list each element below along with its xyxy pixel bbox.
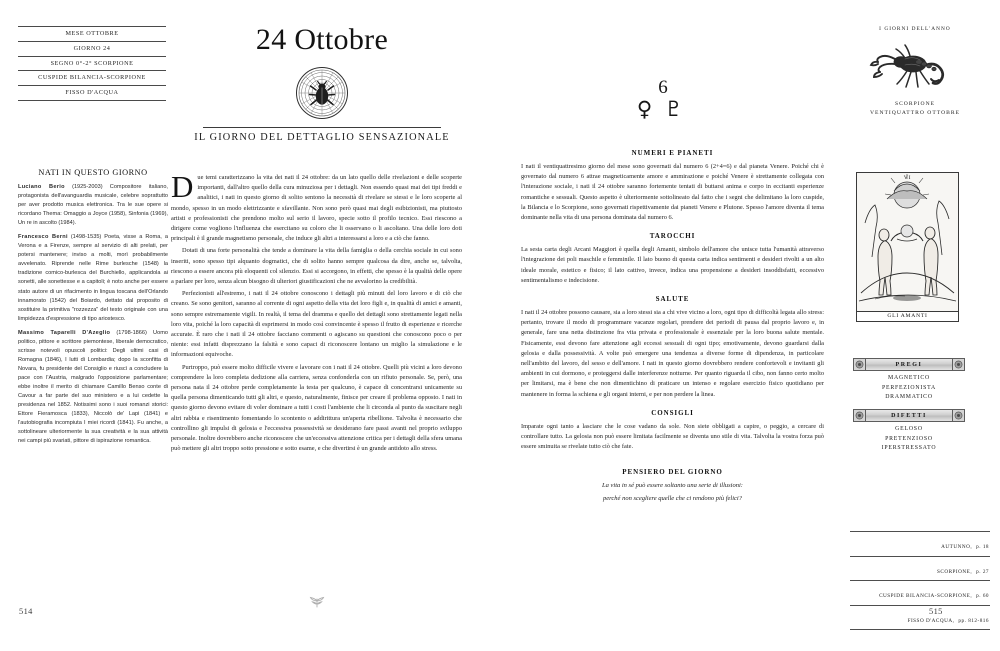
thought-line-1: La vita in sé può essere soltanto una serie di illusioni: <box>602 482 743 490</box>
planet-symbol-row <box>600 98 720 120</box>
key-fact-day: GIORNO 24 <box>73 44 111 52</box>
page-subtitle: IL GIORNO DEL DETTAGLIO SENSAZIONALE <box>194 131 450 143</box>
scorpion-illustration-icon <box>845 36 985 98</box>
traits-title-pregi: PREGI <box>895 361 923 368</box>
key-fact-row <box>18 41 166 56</box>
left-body-text <box>171 169 462 456</box>
page-title-block <box>172 24 472 143</box>
folio-left: 514 <box>19 607 33 616</box>
tarot-card-label: GLI AMANTI <box>857 311 958 322</box>
rosette-ornament-icon <box>952 358 965 371</box>
birth-years: (1798-1866) <box>116 329 147 336</box>
trait-item: PERFEZIONISTA <box>881 384 937 391</box>
key-fact-row <box>18 56 166 71</box>
section-heading-pensiero: PENSIERO DEL GIORNO <box>622 468 723 477</box>
key-facts-table <box>18 26 166 101</box>
cross-reference-page: p. 18 <box>976 544 989 550</box>
birth-text: Compositore italiano, protagonista dell'avanguardia musicale, celebre soprattutto per aver prodotto musica elettronica. Tra le sue opere si ricordano Thema: Omaggio a Joyce (1958), Sinfonia (1969), Un re in ascolto (1984). <box>18 184 168 227</box>
body-paragraph: Dotati di una forte personalità che tende a dominare la vita della famiglia o della cerchia sociale in cui sono inseriti, sono spesso tipi alquanto dogmatici, che di solito hanno sempre qualcosa da dire, anche se, talvolta, riescono a essere ancora più eloquenti col silenzio. Essi si accorgono, in effetti, che spesso è la qualità delle opere a parlare per loro, senza alcun bisogno di ulteriori giustificazioni che ne avvalorino la credibilità. <box>171 247 462 286</box>
trait-item: MAGNETICO <box>888 375 930 381</box>
cross-reference-row[interactable] <box>850 580 990 605</box>
title-divider <box>203 127 441 128</box>
right-body-text <box>521 140 824 505</box>
section-paragraph: Imparate ogni tanto a lasciare che le cose vadano da sole. Non siete obbligati a capire, o peggio, a cercare di controllare tutto. La gelosia non può essere limitata facilmente se diventa uno stile di vita. Talvolta la vostra forza può essere sminuita se rivelate tutto ciò che fate. <box>521 422 824 451</box>
birth-entry <box>18 329 168 447</box>
scarab-beetle-medallion-icon <box>295 66 349 120</box>
paragraph-text: ue temi caratterizzano la vita dei nati il 24 ottobre: da un lato quello delle rivelazioni e delle scoperte importanti, dall'altro quello della cura minuziosa per i dettagli. Non essendo quasi mai dei tipi freddi e analitici, i nati in questo giorno di solito sentono la necessità di rivelare se stessi e le loro scoperte al mondo, spesso in un modo elettrizzante e sfavillante. Non sono però quasi mai degli esibizionisti, ma piuttosto artisti e professionisti che prendono molto sul serio il lavoro, specie sotto il profilo tecnico. Essi riescono a dirigere come vogliono l'influenza che esercitano su coloro che li osservano o li ascoltano. Una delle loro doti principali è il grande magnetismo personale, che induce gli altri a interessarsi a loro e a ciò che fanno. <box>171 174 462 243</box>
section-heading-tarocchi: TAROCCHI <box>649 232 696 241</box>
cross-reference-page: p. 60 <box>976 593 989 599</box>
cross-reference-label: CUSPIDE BILANCIA-SCORPIONE, <box>879 593 973 599</box>
rosette-ornament-icon <box>952 409 965 422</box>
sidebar-header-block <box>845 26 985 119</box>
cross-reference-table <box>850 531 990 630</box>
birth-name: Massimo Taparelli D'Azeglio <box>18 329 111 336</box>
key-facts-block <box>18 26 166 101</box>
body-paragraph <box>171 169 462 244</box>
tarot-card-number: VI <box>903 175 912 181</box>
birth-text: Uomo politico, pittore e scrittore piemontese, liberale democratico, scrisse notevoli opuscoli politici: Degli ultimi casi di Romagna (1846), I lutti di Lombardia; dopo la sconfitta di Novara, fu presidente del Consiglio e riuscì a concludere la pace con l'Austria, malgrado l'opposizione parlamentare; ebbe inoltre il merito di chiamare Camillo Benso conte di Cavour a far parte del suo ministero e a lui cedette la presidenza nel 1852. Notissimi sono i suoi romanzi storici: Ettore Fieramosca (1833), Niccolò de' Lapi (1841) e l'autobiografia incompiuta I miei ricordi (1841). Fu anche, a sottolineare ulteriormente la sua creatività e la sua attività nei campi più svariati, pittore di ispirazione romantica. <box>18 329 168 445</box>
traits-title-difetti: DIFETTI <box>891 412 927 419</box>
pluto-symbol-icon: ♇ <box>664 97 696 121</box>
trait-item: GELOSO <box>895 426 923 432</box>
sidebar-sign-name: SCORPIONE <box>894 101 936 107</box>
traits-bar <box>853 358 965 371</box>
section-heading-consigli: CONSIGLI <box>651 408 694 417</box>
cross-reference-label: SCORPIONE, <box>937 568 973 575</box>
birth-entry <box>18 183 168 228</box>
sidebar-date: VENTIQUATTRO OTTOBRE <box>870 109 960 116</box>
cross-reference-row[interactable] <box>850 531 990 556</box>
section-paragraph: La sesta carta degli Arcani Maggiori è quella degli Amanti, simbolo dell'amore che unisce tutta l'umanità attraverso l'integrazione dei poli maschile e femminile. Il lato buono di questa carta indica sentimenti e desideri rivolti a un alto ideale morale, estetico e fisico; il lato cattivo, invece, indica una propensione a desideri insoddisfatti, eccessivo sentimentalismo e indecisione. <box>521 246 824 284</box>
body-paragraph: Purtroppo, può essere molto difficile vivere e lavorare con i nati il 24 ottobre. Quelli più vicini a loro devono comprendere la loro completa dedizione alla carriera, senza confonderla con un rifiuto personale. Se, però, una persona nata il 24 ottobre perde completamente la testa per qualcuno, è capace di concentrarsi unicamente su quella persona dimenticando tutti gli altri, e questo, naturalmente, finisce per creare il problema opposto. I nati in questo giorno devono evitare di voler dominare a tutti i costi l'ambiente che li circonda al punto da suscitare negli altri rabbia e risentimento fomentando lo scontento o addirittura un'aperta ribellione. Talvolta è necessario che controllino gli impulsi di gelosia e l'eccessiva possessività se desiderano fare passi avanti nel proprio sviluppo personale. Inoltre dovrebbero anche riconoscere che un'eccessiva attenzione critica per i dettagli della sfera umana può mettere gli altri troppo sotto pressione e sotto esame, e che divertirsi è un grande antidoto allo stress. <box>171 363 462 453</box>
key-fact-row <box>18 26 166 41</box>
thought-line-2: perché non scegliere quelle che ci rendono più felici? <box>603 494 742 502</box>
body-paragraph: Perfezionisti all'estremo, i nati il 24 ottobre conoscono i dettagli più minuti del loro lavoro e di ciò che creano. Se sono genitori, saranno al corrente di ogni aspetto della vita dei loro figli e, in qualità di amici e amanti, sono sempre estremamente vigili. In realtà, il tema del dramma e quello dei dettagli sono strettamente legati nella loro vita, poiché la loro capacità di esprimersi in modo così convincente è spesso il frutto di esperienze e ricerche accurate. È raro che i nati il 24 ottobre facciano commenti o agiscano su questioni che conoscono poco o per niente: essi infatti disprezzano la falsità e sono capaci di riconoscere lontano un miglio la simulazione e le informazioni equivoche. <box>171 290 462 359</box>
birth-text: Poeta, visse a Roma, a Verona e a Firenze, sempre al servizio di alti prelati, per potersi mantenere; inviso a molti, morì probabilmente avvelenato. Riprende nelle Rime burlesche (1548) la tradizione comico-burlesca del Burchiello, applicandola ai sonetti, alle sonettesse e a capitoli; è noto anche per essere stato autore di un rifacimento in lingua toscana dell'Orlando innamorato (1542) del Boiardo, dettato dal proposito di sostituire la primitiva "rozzezza" del testo originale con una limpidezza d'espressione di tipo ariostesco. <box>18 234 168 322</box>
cross-reference-label: AUTUNNO, <box>941 544 973 550</box>
birth-years: (1498-1535) <box>70 234 102 241</box>
traits-bar <box>853 409 965 422</box>
key-fact-cusp: CUSPIDE BILANCIA-SCORPIONE <box>38 74 146 82</box>
traits-list-pregi <box>853 374 965 403</box>
traits-box-difetti <box>853 409 965 454</box>
folio-right: 515 <box>929 607 943 616</box>
leaf-ornament-icon <box>305 596 329 610</box>
birth-entry <box>18 233 168 323</box>
section-paragraph: I nati il ventiquattresimo giorno del mese sono governati dal numero 6 (2+4=6) e dal pianeta Venere. Poiché chi è governato dal numero 6 attrae magneticamente amore e ammirazione e poiché Venere è strettamente collegata con l'interazione sociale, i nati il 24 ottobre saranno fortemente tentati di buttarsi anima e corpo in eccitanti esperienze romantiche e sessuali. Questo aspetto è ulteriormente sottolineato dal fatto che i segni che delimitano la loro cuspide, la Bilancia e lo Scorpione, sono governati rispettivamente dai pianeti Venere e Plutone. Spesso l'amore diventa il tema dominante nella vita di una persona dominata dal numero 6. <box>521 163 824 222</box>
trait-item: DRAMMATICO <box>885 394 933 401</box>
tarot-lovers-card-icon <box>856 172 959 322</box>
trait-item: PRETENZIOSO <box>885 435 933 442</box>
book-series-title: I GIORNI DELL'ANNO <box>879 26 951 32</box>
cross-reference-page: pp. 812-816 <box>958 617 989 624</box>
birth-years: (1925-2003) <box>72 184 103 190</box>
key-fact-row <box>18 70 166 85</box>
section-paragraph: I nati il 24 ottobre possono causare, sia a loro stessi sia a chi vive vicino a loro, ogni tipo di difficoltà legata allo stress: pertanto, trovare il modo di programmare vacanze regolari, prendere dei periodi di pausa dal proprio lavoro e, in generale, fare una netta distinzione fra vita privata e professionale è essenziale per la loro buona salute mentale. Fisicamente, essi devono fare attenzione agli eccessi sessuali di ogni tipo; emotivamente, devono guardarsi dalla gelosia e dalla possessività. A volte può emergere una tendenza a diverse forme di dipendenza, in particolare nell'ambito del lavoro, del sesso e dell'amore. I nati in questo giorno dovrebbero rendere confortevoli e invitanti gli ambienti in cui dormono, e proteggersi dalle interferenze notturne. Per quanto riguarda il cibo, non fanno certo molto per limitarsi, ma è bene che non dimentichino di praticare un intenso e regolare esercizio fisico quotidiano per mantenere in forma la schiena e gli organi interni, e per non perdere la linea. <box>521 309 824 398</box>
traits-list-difetti <box>853 425 965 454</box>
section-heading-numeri: NUMERI E PIANETI <box>631 149 714 157</box>
cross-reference-label: FISSO D'ACQUA, <box>907 617 955 624</box>
trait-item: IPERSTRESSATO <box>881 445 937 452</box>
birth-name: Luciano Berio <box>18 184 65 190</box>
planet-symbols-block <box>600 78 720 120</box>
key-fact-month: MESE OTTOBRE <box>65 30 119 37</box>
births-heading: NATI IN QUESTO GIORNO <box>38 168 148 177</box>
key-fact-row <box>18 85 166 101</box>
key-fact-element: FISSO D'ACQUA <box>65 89 119 97</box>
cross-reference-row[interactable] <box>850 556 990 581</box>
cross-reference-row[interactable] <box>850 605 990 631</box>
ruling-number: 6 <box>658 77 668 98</box>
venus-symbol-icon: ♀ <box>636 97 665 121</box>
key-fact-sign: SEGNO 0°-2° SCORPIONE <box>50 59 134 67</box>
birth-name: Francesco Berni <box>18 234 68 241</box>
births-section <box>18 168 168 451</box>
page-title: 24 Ottobre <box>255 23 389 56</box>
rosette-ornament-icon <box>853 409 866 422</box>
rosette-ornament-icon <box>853 358 866 371</box>
cross-reference-page: p. 27 <box>976 568 989 575</box>
drop-cap: D <box>171 169 194 204</box>
traits-box-pregi <box>853 358 965 403</box>
section-heading-salute: SALUTE <box>655 295 690 304</box>
